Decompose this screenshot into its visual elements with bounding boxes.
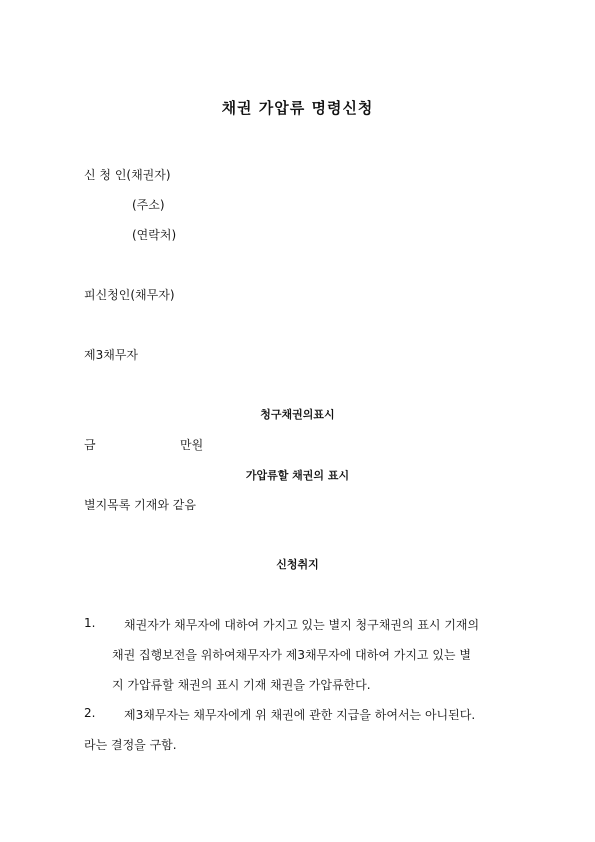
claim-amount-prefix: 금 [84, 438, 96, 452]
closing-statement: 라는 결정을 구함. [84, 738, 177, 752]
purpose-item-number: 1. [84, 616, 96, 630]
purpose-item-number: 2. [84, 706, 96, 720]
third-debtor-label: 제3채무자 [84, 348, 139, 362]
claim-section-title: 청구채권의표시 [260, 408, 335, 421]
document-title: 채권 가압류 명령신청 [221, 99, 374, 117]
applicant-address-label: (주소) [132, 198, 165, 212]
claim-amount-unit: 만원 [180, 438, 204, 452]
purpose-item-line: 채권자가 채무자에 대하여 가지고 있는 별지 청구채권의 표시 기재의 [124, 618, 480, 632]
purpose-item-line: 제3채무자는 채무자에게 위 채권에 관한 지급을 하여서는 아니된다. [124, 708, 476, 722]
purpose-section-title: 신청취지 [276, 558, 319, 571]
seizure-section-content: 별지목록 기재와 같음 [84, 498, 196, 512]
applicant-label: 신 청 인(채권자) [84, 168, 171, 182]
seizure-section-title: 가압류할 채권의 표시 [245, 469, 350, 482]
purpose-item-line: 지 가압류할 채권의 표시 기재 채권을 가압류한다. [112, 678, 371, 692]
respondent-label: 피신청인(채무자) [84, 288, 175, 302]
purpose-item-line: 채권 집행보전을 위하여채무자가 제3채무자에 대하여 가지고 있는 별 [112, 648, 471, 662]
applicant-contact-label: (연락처) [132, 228, 177, 242]
